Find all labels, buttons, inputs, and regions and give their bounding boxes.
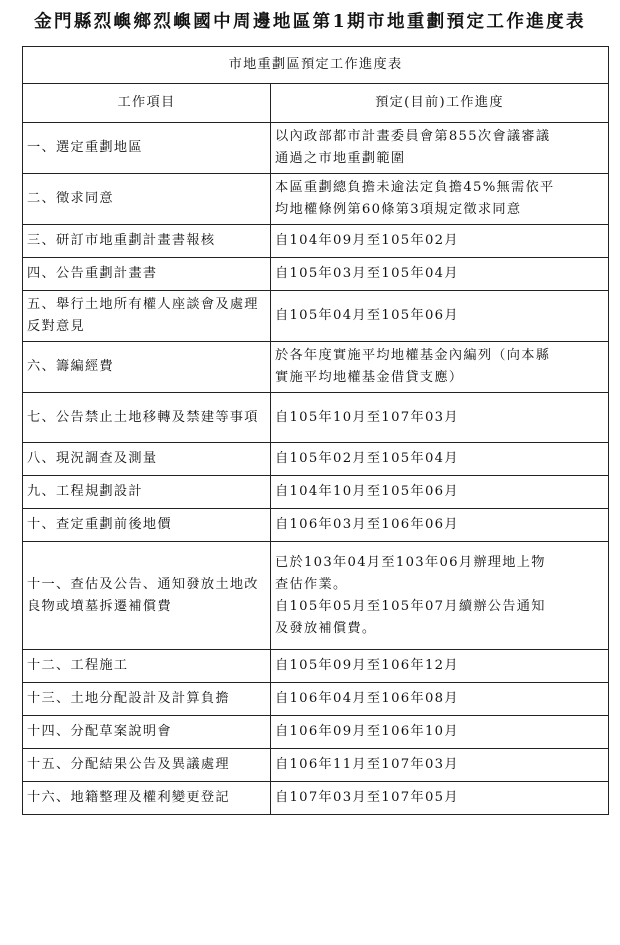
table-row — [23, 342, 609, 393]
progress-line: 自105年02月至105年04月 — [275, 451, 459, 466]
work-item-cell: 四、公告重劃計畫書 — [23, 258, 271, 291]
progress-line: 自104年10月至105年06月 — [275, 484, 459, 499]
progress-cell — [271, 291, 609, 342]
progress-line: 通過之市地重劃範圍 — [275, 151, 406, 166]
work-item-cell: 二、徵求同意 — [23, 174, 271, 225]
table-row — [23, 650, 609, 683]
progress-line: 自106年09月至106年10月 — [275, 724, 459, 739]
progress-line: 自105年09月至106年12月 — [275, 658, 459, 673]
progress-cell — [271, 393, 609, 443]
progress-line: 及發放補償費。 — [275, 620, 377, 636]
progress-line: 自106年11月至107年03月 — [275, 757, 459, 772]
progress-cell — [271, 258, 609, 291]
table-row — [23, 393, 609, 443]
progress-cell — [271, 443, 609, 476]
progress-line: 自105年05月至105年07月續辦公告通知 — [275, 598, 546, 614]
work-item-cell: 一、選定重劃地區 — [23, 123, 271, 174]
work-item-cell: 十、查定重劃前後地價 — [23, 509, 271, 542]
table-row — [23, 683, 609, 716]
work-item-cell: 十五、分配結果公告及異議處理 — [23, 749, 271, 782]
table-caption-row — [23, 47, 609, 84]
progress-line: 自105年10月至107年03月 — [275, 409, 459, 425]
progress-line: 自105年03月至105年04月 — [275, 266, 459, 281]
work-item-cell: 十二、工程施工 — [23, 650, 271, 683]
table-row — [23, 225, 609, 258]
schedule-table — [22, 46, 609, 815]
column-header-item: 工作項目 — [23, 84, 271, 123]
work-item-cell: 三、研訂市地重劃計畫書報核 — [23, 225, 271, 258]
progress-cell — [271, 342, 609, 393]
work-item-cell: 八、現況調查及測量 — [23, 443, 271, 476]
work-item-cell: 五、舉行土地所有權人座談會及處理反對意見 — [23, 291, 271, 342]
progress-cell — [271, 174, 609, 225]
progress-line: 自104年09月至105年02月 — [275, 233, 459, 248]
progress-cell — [271, 225, 609, 258]
progress-cell — [271, 782, 609, 815]
table-row — [23, 476, 609, 509]
progress-cell — [271, 542, 609, 650]
progress-cell — [271, 683, 609, 716]
progress-line: 本區重劃總負擔未逾法定負擔45%無需依平 — [275, 180, 555, 195]
table-row — [23, 174, 609, 225]
table-row — [23, 258, 609, 291]
work-item-cell: 十一、查估及公告、通知發放土地改良物或墳墓拆遷補償費 — [23, 542, 271, 650]
progress-line: 自106年03月至106年06月 — [275, 517, 459, 532]
progress-cell — [271, 650, 609, 683]
column-header-progress: 預定(目前)工作進度 — [271, 84, 609, 123]
table-body — [23, 123, 609, 815]
progress-cell — [271, 476, 609, 509]
progress-cell — [271, 716, 609, 749]
work-item-cell: 六、籌編經費 — [23, 342, 271, 393]
work-item-cell: 十四、分配草案說明會 — [23, 716, 271, 749]
table-row — [23, 123, 609, 174]
table-caption: 市地重劃區預定工作進度表 — [23, 47, 609, 84]
table-row — [23, 291, 609, 342]
progress-line: 於各年度實施平均地權基金內編列（向本縣 — [275, 348, 551, 363]
progress-cell — [271, 749, 609, 782]
table-row — [23, 509, 609, 542]
progress-cell — [271, 123, 609, 174]
table-row — [23, 782, 609, 815]
progress-line: 均地權條例第60條第3項規定徵求同意 — [275, 202, 522, 217]
work-item-cell: 十三、土地分配設計及計算負擔 — [23, 683, 271, 716]
progress-line: 查估作業。 — [275, 576, 348, 592]
table-row — [23, 443, 609, 476]
progress-cell — [271, 509, 609, 542]
progress-line: 自107年03月至107年05月 — [275, 790, 459, 805]
work-item-cell: 九、工程規劃設計 — [23, 476, 271, 509]
progress-line: 以內政部都市計畫委員會第855次會議審議 — [275, 129, 551, 144]
progress-line: 自105年04月至105年06月 — [275, 308, 459, 323]
work-item-cell: 十六、地籍整理及權利變更登記 — [23, 782, 271, 815]
table-row — [23, 716, 609, 749]
table-row — [23, 542, 609, 650]
page-title: 金門縣烈嶼鄉烈嶼國中周邊地區第1期市地重劃預定工作進度表 — [34, 12, 586, 32]
progress-line: 實施平均地權基金借貸支應） — [275, 370, 464, 385]
table-header-row — [23, 84, 609, 123]
progress-line: 已於103年04月至103年06月辦理地上物 — [275, 554, 546, 570]
table-row — [23, 749, 609, 782]
progress-line: 自106年04月至106年08月 — [275, 691, 459, 706]
work-item-cell: 七、公告禁止土地移轉及禁建等事項 — [23, 393, 271, 443]
